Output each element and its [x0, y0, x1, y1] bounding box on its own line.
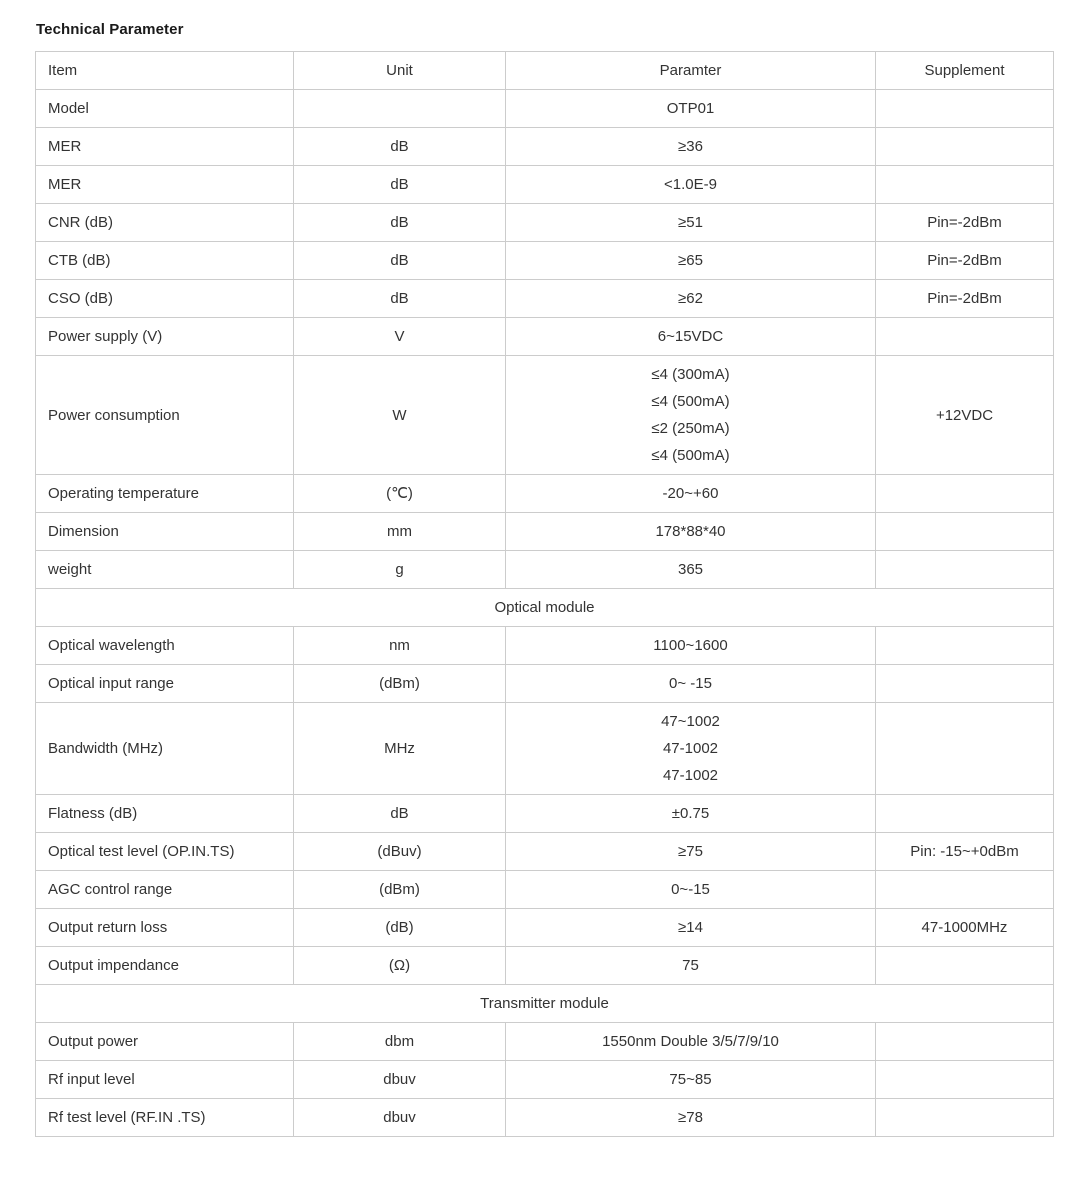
table-header: [36, 52, 1054, 90]
parameter-cell: [506, 795, 876, 833]
parameter-line: <1.0E-9: [664, 176, 717, 193]
parameter-cell: [506, 166, 876, 204]
parameter-cell: [506, 947, 876, 985]
parameter-cell: [506, 833, 876, 871]
table-row: [36, 204, 1054, 242]
parameter-cell: [506, 90, 876, 128]
unit-cell: dB: [294, 128, 506, 166]
parameter-cell: [506, 1099, 876, 1137]
item-cell: CNR (dB): [36, 204, 294, 242]
table-row: [36, 551, 1054, 589]
parameter-line: 1550nm Double 3/5/7/9/10: [602, 1033, 779, 1050]
table-header-row: [36, 52, 1054, 90]
unit-cell: MHz: [294, 703, 506, 795]
parameter-line: ≥51: [678, 214, 703, 231]
item-cell: Output power: [36, 1023, 294, 1061]
column-header: Unit: [294, 52, 506, 90]
supplement-cell: Pin: -15~+0dBm: [876, 833, 1054, 871]
parameter-cell: [506, 318, 876, 356]
supplement-cell: [876, 665, 1054, 703]
unit-cell: (dBuv): [294, 833, 506, 871]
parameter-line: ≤2 (250mA): [651, 420, 730, 437]
parameter-line: ≥65: [678, 252, 703, 269]
parameter-line: 0~-15: [671, 881, 710, 898]
unit-cell: V: [294, 318, 506, 356]
item-cell: Model: [36, 90, 294, 128]
supplement-cell: [876, 166, 1054, 204]
table-row: [36, 318, 1054, 356]
supplement-cell: [876, 513, 1054, 551]
unit-cell: dB: [294, 795, 506, 833]
supplement-cell: [876, 475, 1054, 513]
supplement-cell: +12VDC: [876, 356, 1054, 475]
parameter-line: 75: [682, 957, 699, 974]
parameter-line: ≥62: [678, 290, 703, 307]
parameter-cell: [506, 356, 876, 475]
unit-cell: g: [294, 551, 506, 589]
parameter-cell: [506, 909, 876, 947]
item-cell: Output return loss: [36, 909, 294, 947]
supplement-cell: [876, 795, 1054, 833]
unit-cell: dbuv: [294, 1099, 506, 1137]
parameter-line: 0~ -15: [669, 675, 712, 692]
parameter-line: ≤4 (500mA): [651, 447, 730, 464]
table-row: [36, 513, 1054, 551]
unit-cell: [294, 90, 506, 128]
unit-cell: mm: [294, 513, 506, 551]
parameter-cell: [506, 475, 876, 513]
supplement-cell: [876, 947, 1054, 985]
unit-cell: (dB): [294, 909, 506, 947]
table-row: [36, 1023, 1054, 1061]
parameter-line: 47-1002: [662, 740, 719, 757]
column-header: Supplement: [876, 52, 1054, 90]
supplement-cell: Pin=-2dBm: [876, 204, 1054, 242]
item-cell: Rf input level: [36, 1061, 294, 1099]
parameter-line: 47~1002: [661, 713, 720, 730]
parameter-line: ≥78: [678, 1109, 703, 1126]
item-cell: Flatness (dB): [36, 795, 294, 833]
supplement-cell: [876, 871, 1054, 909]
item-cell: Optical input range: [36, 665, 294, 703]
table-body: [36, 90, 1054, 1137]
parameter-line: ≥36: [678, 138, 703, 155]
section-row-label: Optical module: [36, 589, 1054, 627]
unit-cell: dB: [294, 280, 506, 318]
section-row: [36, 985, 1054, 1023]
table-row: [36, 909, 1054, 947]
table-row: [36, 475, 1054, 513]
table-row: [36, 128, 1054, 166]
table-row: [36, 871, 1054, 909]
table-row: [36, 665, 1054, 703]
parameter-line: ≤4 (300mA): [651, 366, 730, 383]
unit-cell: (dBm): [294, 871, 506, 909]
unit-cell: dbm: [294, 1023, 506, 1061]
unit-cell: dB: [294, 242, 506, 280]
table-row: [36, 356, 1054, 475]
item-cell: CTB (dB): [36, 242, 294, 280]
item-cell: MER: [36, 166, 294, 204]
table-row: [36, 947, 1054, 985]
parameter-line: 6~15VDC: [657, 328, 724, 345]
unit-cell: (℃): [294, 475, 506, 513]
unit-cell: (dBm): [294, 665, 506, 703]
column-header: Paramter: [506, 52, 876, 90]
table-row: [36, 627, 1054, 665]
unit-cell: nm: [294, 627, 506, 665]
supplement-cell: [876, 551, 1054, 589]
unit-cell: (Ω): [294, 947, 506, 985]
parameter-cell: [506, 871, 876, 909]
item-cell: Bandwidth (MHz): [36, 703, 294, 795]
item-cell: Dimension: [36, 513, 294, 551]
parameter-line: 178*88*40: [655, 523, 726, 540]
parameter-line: 75~85: [669, 1071, 712, 1088]
parameter-cell: [506, 204, 876, 242]
item-cell: Output impendance: [36, 947, 294, 985]
table-row: [36, 795, 1054, 833]
supplement-cell: Pin=-2dBm: [876, 242, 1054, 280]
item-cell: Operating temperature: [36, 475, 294, 513]
parameter-line: 365: [677, 561, 704, 578]
parameter-line: -20~+60: [662, 485, 719, 502]
table-row: [36, 1099, 1054, 1137]
table-row: [36, 703, 1054, 795]
supplement-cell: [876, 318, 1054, 356]
table-row: [36, 242, 1054, 280]
section-row: [36, 589, 1054, 627]
parameter-line: ≥75: [678, 843, 703, 860]
parameter-line: OTP01: [666, 100, 715, 117]
table-row: [36, 1061, 1054, 1099]
table-row: [36, 833, 1054, 871]
section-row-label: Transmitter module: [36, 985, 1054, 1023]
parameter-cell: [506, 128, 876, 166]
supplement-cell: [876, 128, 1054, 166]
item-cell: Power consumption: [36, 356, 294, 475]
parameter-cell: [506, 627, 876, 665]
supplement-cell: [876, 1023, 1054, 1061]
item-cell: weight: [36, 551, 294, 589]
item-cell: Rf test level (RF.IN .TS): [36, 1099, 294, 1137]
item-cell: Power supply (V): [36, 318, 294, 356]
table-row: [36, 90, 1054, 128]
parameter-line: ≤4 (500mA): [651, 393, 730, 410]
unit-cell: dB: [294, 166, 506, 204]
table-row: [36, 280, 1054, 318]
supplement-cell: 47-1000MHz: [876, 909, 1054, 947]
item-cell: CSO (dB): [36, 280, 294, 318]
table-row: [36, 166, 1054, 204]
parameter-cell: [506, 1061, 876, 1099]
unit-cell: dB: [294, 204, 506, 242]
parameter-cell: [506, 551, 876, 589]
supplement-cell: [876, 1061, 1054, 1099]
parameter-cell: [506, 665, 876, 703]
parameter-line: ±0.75: [671, 805, 710, 822]
item-cell: MER: [36, 128, 294, 166]
supplement-cell: [876, 90, 1054, 128]
parameter-line: 1100~1600: [653, 637, 728, 654]
parameter-cell: [506, 513, 876, 551]
parameter-cell: [506, 703, 876, 795]
parameter-line: 47-1002: [662, 767, 719, 784]
column-header: Item: [36, 52, 294, 90]
supplement-cell: [876, 703, 1054, 795]
item-cell: AGC control range: [36, 871, 294, 909]
page-title: Technical Parameter: [36, 21, 184, 38]
parameter-cell: [506, 242, 876, 280]
parameter-line: ≥14: [678, 919, 703, 936]
supplement-cell: Pin=-2dBm: [876, 280, 1054, 318]
item-cell: Optical wavelength: [36, 627, 294, 665]
technical-parameter-table: [35, 51, 1054, 1137]
parameter-cell: [506, 1023, 876, 1061]
item-cell: Optical test level (OP.IN.TS): [36, 833, 294, 871]
parameter-cell: [506, 280, 876, 318]
supplement-cell: [876, 627, 1054, 665]
unit-cell: dbuv: [294, 1061, 506, 1099]
supplement-cell: [876, 1099, 1054, 1137]
unit-cell: W: [294, 356, 506, 475]
